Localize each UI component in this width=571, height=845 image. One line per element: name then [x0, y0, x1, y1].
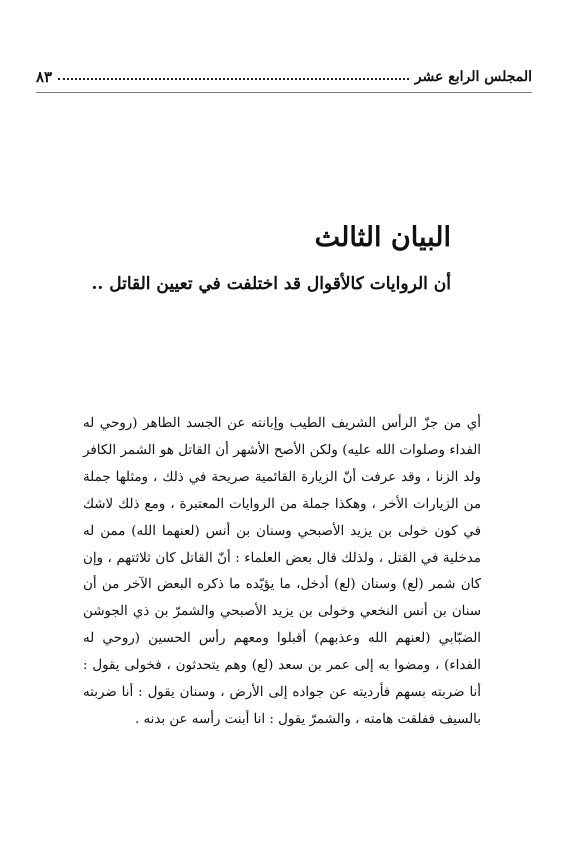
- body-paragraph: أي من جزّ الرأس الشريف الطيب وإبانته عن الجسد الطاهر (روحي له الفداء وصلوات الله عليه) ولكن الأصح الأشهر أن القاتل هو الشمر الكافر ولد الزنا ، وقد عرفت أنّ الزيارة القائمية صريحة في ذلك ، ومثلها جملة من الزيارات الأخر ، وهكذا جملة من الروايات المعتبرة ، ومع ذلك لاشك في كون خولى بن يزيد الأصبحي وسنان بن أنس (لعنهما الله) ممن له مدخلية في القتل ، ولذلك قال بعض العلماء : أنّ القاتل كان ثلاثتهم ، وإن كان شمر (لع) وسنان (لع) أدخل، ما يؤيّده ما ذكره البعض الآخر من أن سنان بن أنس النخعي وخولى بن يزيد الأصبحي والشمرّ بن ذي الجوشن الضبّابي (لعنهم الله وعذبهم) أقبلوا ومعهم رأس الحسين (روحي له الفداء) ، ومضوا به إلى عمر بن سعد (لع) وهم يتحدثون ، فخولى يقول : أنا ضربته بسهم فأرديته عن جواده إلى الأرض ، وسنان يقول : أنا ضربته بالسيف ففلقت هامته ، والشمرّ يقول : انا أبنت رأسه عن بدنه .: [83, 416, 481, 727]
- section-subheading: أن الروايات كالأقوال قد اختلفت في تعيين القاتل ..: [91, 274, 451, 294]
- page-number: ٨٣: [36, 68, 53, 86]
- body-text: [83, 411, 481, 734]
- chapter-title: المجلس الرابع عشر: [414, 69, 532, 85]
- section-heading: البيان الثالث: [314, 222, 451, 253]
- header-divider: [36, 92, 532, 93]
- leader-dots: [58, 68, 409, 80]
- running-header: [36, 66, 532, 88]
